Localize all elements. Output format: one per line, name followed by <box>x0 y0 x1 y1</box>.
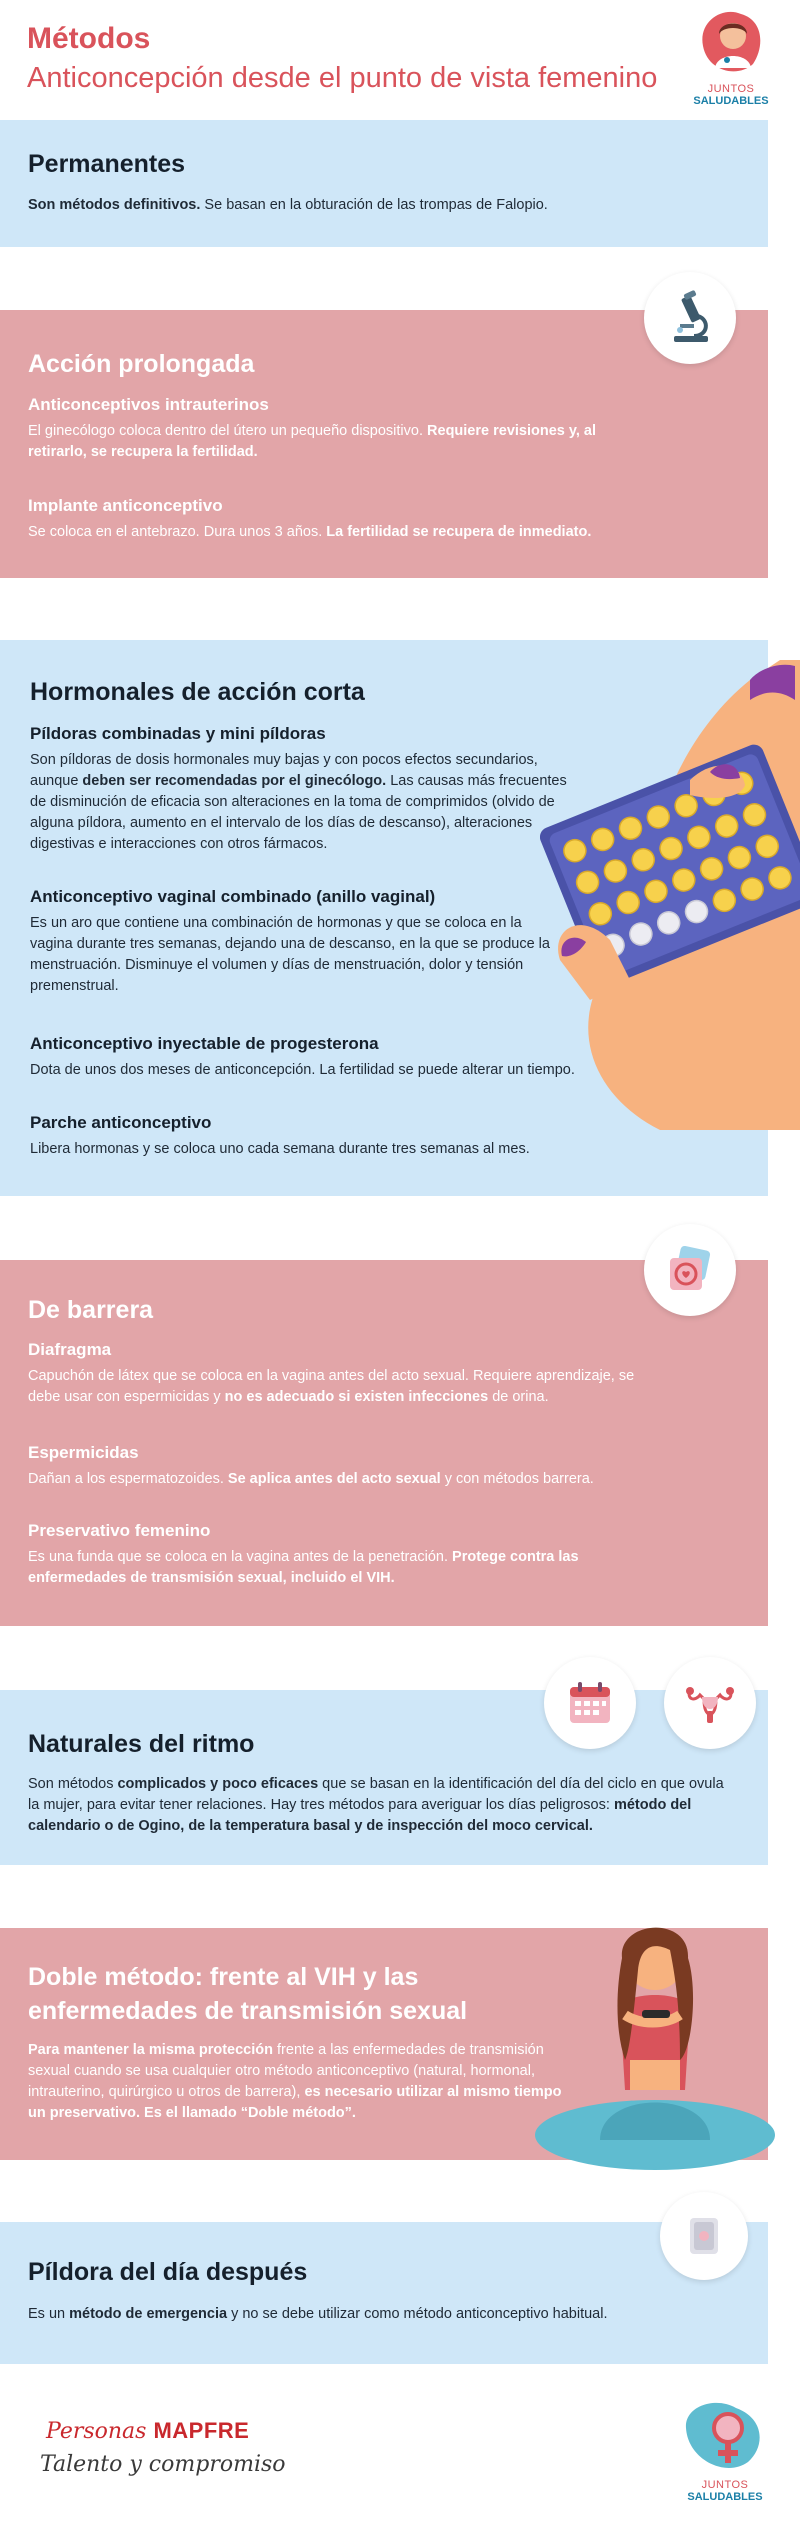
item-title: Píldoras combinadas y mini píldoras <box>30 724 326 743</box>
item-text: Es una funda que se coloca en la vagina antes de la penetración. Protege contra las enfermedades de transmisión sexual, incluido el VIH. <box>28 1549 579 1586</box>
page-title: Métodos <box>27 22 151 55</box>
item-title: Implante anticonceptivo <box>28 496 223 515</box>
item-text: Dota de unos dos meses de anticoncepción. La fertilidad se puede alterar un tiempo. <box>30 1062 575 1078</box>
item-title: Espermicidas <box>28 1443 139 1462</box>
mapfre-slogan: Talento y compromiso <box>40 2452 286 2477</box>
item-title: Anticonceptivos intrauterinos <box>28 395 269 414</box>
section-barrera <box>0 1260 768 1626</box>
woman-meditating-icon <box>530 1910 780 2174</box>
item-text: Es un aro que contiene una combinación de hormonas y que se coloca en la vagina durante tres semanas, dejando una de descanso, en la que se produce la menstruación. Disminuye el volumen y días de menstruación, dolor y tensión premenstrual. <box>30 915 550 994</box>
section-title: Píldora del día después <box>28 2258 308 2286</box>
section-text: Son métodos complicados y poco eficaces que se basan en la identificación del día del ciclo en que ovula la mujer, para evitar tener relaciones. Hay tres métodos para averiguar los días peligrosos: método del calendario o de Ogino, de la temperatura basal y de inspección del moco cervical. <box>28 1776 724 1834</box>
section-title: Hormonales de acción corta <box>30 678 365 706</box>
section-naturales <box>0 1690 768 1865</box>
brand-line2: SALUDABLES <box>693 95 769 107</box>
female-symbol-icon <box>680 2398 770 2474</box>
section-accion-prolongada <box>0 310 768 578</box>
item-text: Capuchón de látex que se coloca en la vagina antes del acto sexual. Requiere aprendizaje, se debe usar con espermicidas y no es adecuado si existen infecciones de orina. <box>28 1368 635 1405</box>
item-title: Parche anticonceptivo <box>30 1113 212 1132</box>
brand-line2: SALUDABLES <box>687 2491 763 2503</box>
doctor-avatar-icon <box>693 6 769 76</box>
brand-logo <box>693 6 769 110</box>
item-text: El ginecólogo coloca dentro del útero un pequeño dispositivo. Requiere revisiones y, al retirarlo, se recupera la fertilidad. <box>28 423 597 460</box>
brand-line1: JUNTOS <box>701 2479 749 2491</box>
item-text: Dañan a los espermatozoides. Se aplica antes del acto sexual y con métodos barrera. <box>28 1471 594 1487</box>
item-text: Se coloca en el antebrazo. Dura unos 3 años. La fertilidad se recupera de inmediato. <box>28 524 592 540</box>
item-title: Anticonceptivo inyectable de progesterona <box>30 1034 379 1053</box>
hand-pill-pack-icon <box>540 660 800 1130</box>
microscope-icon <box>644 272 736 364</box>
mapfre-logo: Personas MAPFRE <box>46 2418 250 2444</box>
pill-box-icon <box>660 2192 748 2280</box>
item-title: Diafragma <box>28 1340 112 1359</box>
page-subtitle: Anticoncepción desde el punto de vista femenino <box>27 62 658 94</box>
item-text: Libera hormonas y se coloca uno cada semana durante tres semanas al mes. <box>30 1141 530 1157</box>
uterus-icon <box>664 1657 756 1749</box>
section-permanentes <box>0 120 768 247</box>
calendar-icon <box>544 1657 636 1749</box>
section-title: Permanentes <box>28 150 186 178</box>
section-title: Acción prolongada <box>28 350 255 378</box>
section-title: Naturales del ritmo <box>28 1730 255 1758</box>
section-text: Es un método de emergencia y no se debe utilizar como método anticonceptivo habitual. <box>28 2306 608 2322</box>
item-title: Anticonceptivo vaginal combinado (anillo vaginal) <box>30 887 436 906</box>
section-title: De barrera <box>28 1296 154 1324</box>
section-text: Para mantener la misma protección frente a las enfermedades de transmisión sexual cuando se usa cualquier otro método anticonceptivo (natural, hormonal, intrauterino, quirúrgico u otros de barrera), es necesario utilizar al mismo tiempo un preservativo. Es el llamado “Doble método”. <box>28 2042 562 2121</box>
brand-line1: JUNTOS <box>707 83 755 95</box>
section-pildora-dia-despues <box>0 2222 768 2364</box>
section-title: Doble método: frente al VIH y las enfermedades de transmisión sexual <box>28 1963 468 2025</box>
section-text: Son métodos definitivos. Se basan en la obturación de las trompas de Falopio. <box>28 197 548 213</box>
item-text: Son píldoras de dosis hormonales muy bajas y con pocos efectos secundarios, aunque deben ser recomendadas por el ginecólogo. Las causas más frecuentes de disminución de eficacia son alteraciones en la toma de comprimidos (olvido de alguna píldora, aumento en el intervalo de los días de descanso), alteraciones digestivas e interacciones con otros fármacos. <box>30 752 567 852</box>
condom-icon <box>644 1224 736 1316</box>
item-title: Preservativo femenino <box>28 1521 211 1540</box>
brand-logo-footer <box>680 2398 770 2510</box>
